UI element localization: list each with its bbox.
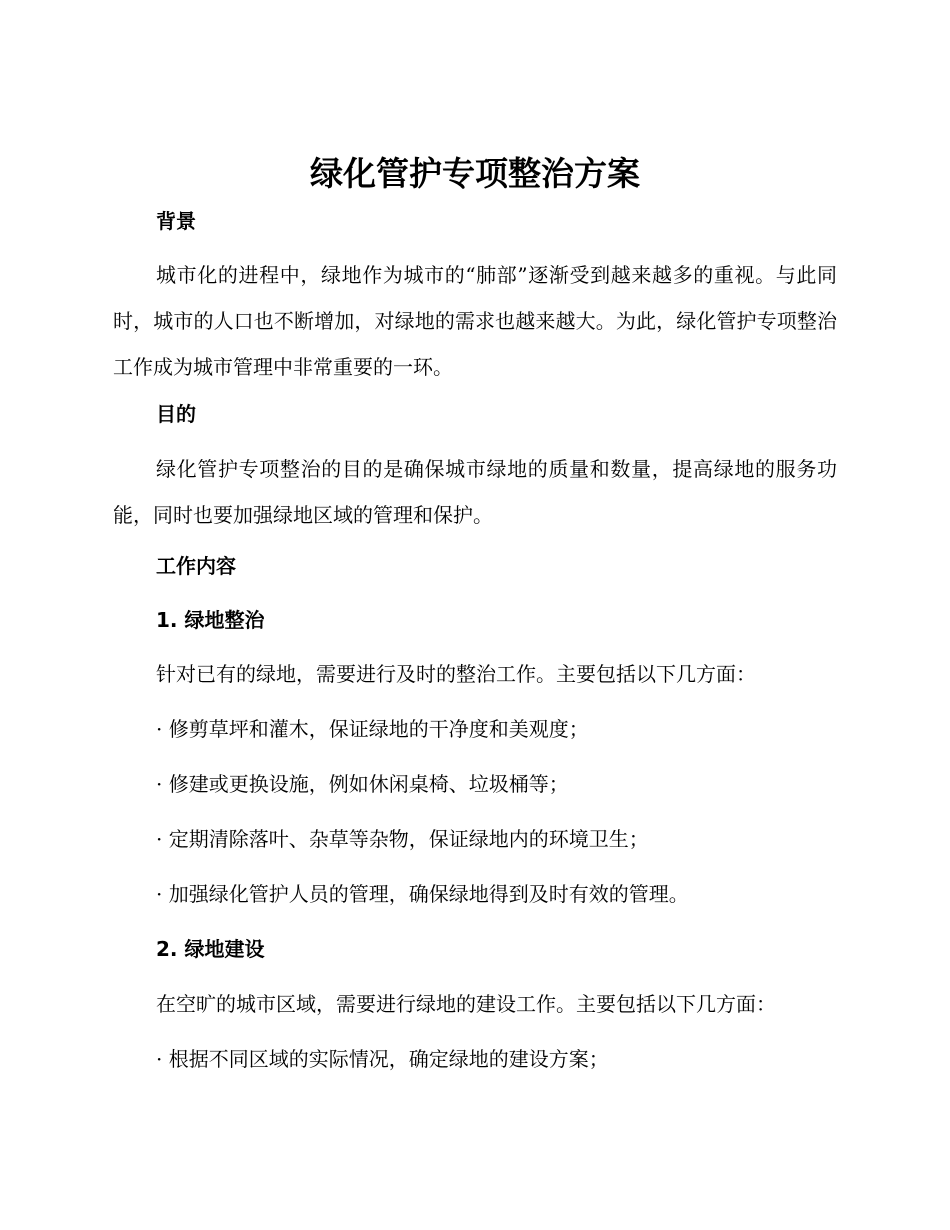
list-item: · 修建或更换设施，例如休闲桌椅、垃圾桶等；: [156, 772, 569, 796]
heading-green-construction: 2. 绿地建设: [156, 937, 265, 961]
heading-purpose: 目的: [156, 402, 196, 426]
intro-green-construction: 在空旷的城市区域，需要进行绿地的建设工作。主要包括以下几方面：: [156, 992, 776, 1016]
heading-background: 背景: [156, 209, 196, 233]
heading-work-content: 工作内容: [156, 554, 236, 578]
paragraph-background: 城市化的进程中，绿地作为城市的“肺部”逐渐受到越来越多的重视。与此同时，城市的人口也不断增加，对绿地的需求也越来越大。为此，绿化管护专项整治工作成为城市管理中非常重要的一环。: [113, 263, 837, 379]
list-item: · 定期清除落叶、杂草等杂物，保证绿地内的环境卫生；: [156, 827, 649, 851]
paragraph-purpose: 绿化管护专项整治的目的是确保城市绿地的质量和数量，提高绿地的服务功能，同时也要加强绿地区域的管理和保护。: [113, 457, 837, 527]
intro-green-renovation: 针对已有的绿地，需要进行及时的整治工作。主要包括以下几方面：: [156, 662, 756, 686]
document-title: 绿化管护专项整治方案: [310, 154, 640, 193]
list-item: · 修剪草坪和灌木，保证绿地的干净度和美观度；: [156, 717, 589, 741]
heading-green-renovation: 1. 绿地整治: [156, 608, 265, 632]
list-item: · 加强绿化管护人员的管理，确保绿地得到及时有效的管理。: [156, 882, 689, 906]
list-item: · 根据不同区域的实际情况，确定绿地的建设方案；: [156, 1047, 609, 1071]
